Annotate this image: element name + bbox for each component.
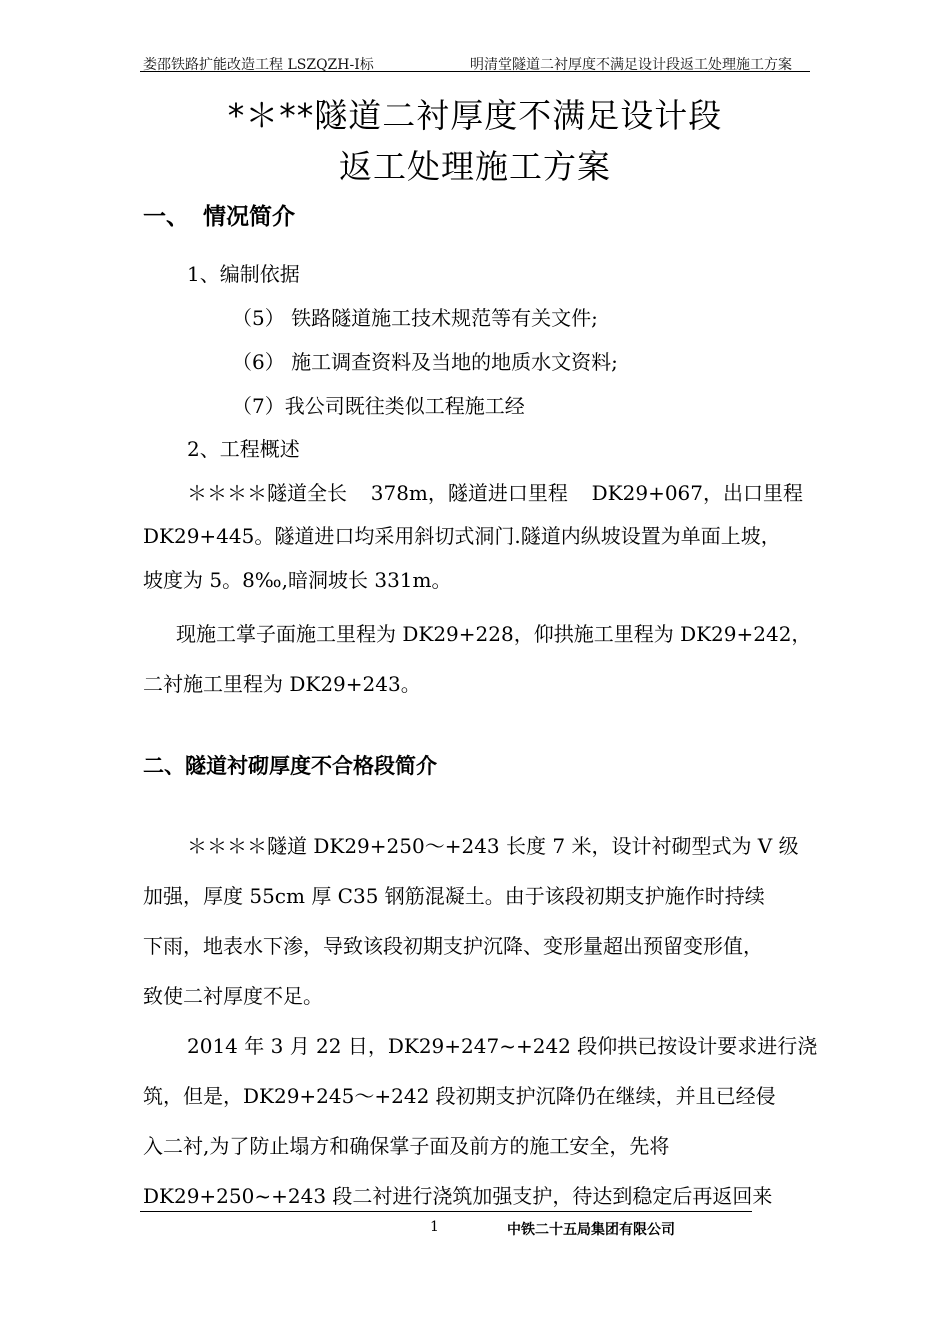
header-left: 娄邵铁路扩能改造工程 LSZQZH-Ⅰ标 (143, 57, 374, 73)
basis-item-7: （7）我公司既往类似工程施工经 (232, 394, 525, 418)
para2-line-2: 筑，但是，DK29+245～+242 段初期支护沉降仍在继续，并且已经侵 (143, 1084, 776, 1108)
header-right: 明清堂隧道二衬厚度不满足设计段返工处理施工方案 (470, 57, 792, 73)
para1-line-3: 下雨，地表水下渗，导致该段初期支护沉降、变形量超出预留变形值， (143, 934, 763, 958)
footer-rule (140, 1211, 752, 1212)
subheading-overview: 2、工程概述 (187, 437, 300, 461)
header-rule (140, 71, 810, 72)
document-title-line2: 返工处理施工方案 (339, 147, 611, 186)
section2-heading: 二、隧道衬砌厚度不合格段简介 (143, 754, 437, 778)
current-progress-line-1: 现施工掌子面施工里程为 DK29+228，仰拱施工里程为 DK29+242， (176, 622, 812, 646)
basis-item-6: （6） 施工调查资料及当地的地质水文资料; (232, 350, 618, 374)
overview-line-2: DK29+445。隧道进口均采用斜切式洞门.隧道内纵坡设置为单面上坡， (143, 524, 781, 548)
current-progress-line-2: 二衬施工里程为 DK29+243。 (143, 672, 421, 696)
para2-line-1: 2014 年 3 月 22 日，DK29+247~+242 段仰拱已按设计要求进行浇 (187, 1034, 818, 1058)
overview-line-3: 坡度为 5。8‰,暗洞坡长 331m。 (143, 568, 452, 592)
overview-line-1-part-c: DK29+067，出口里程 (591, 481, 803, 505)
para1-line-1: ＊＊＊＊隧道 DK29+250～+243 长度 7 米，设计衬砌型式为 V 级 (187, 834, 799, 858)
subheading-basis: 1、编制依据 (187, 262, 300, 286)
overview-line-1-part-b: 378m，隧道进口里程 (370, 481, 568, 505)
basis-item-5: （5） 铁路隧道施工技术规范等有关文件; (232, 306, 598, 330)
document-title-line1: *＊**隧道二衬厚度不满足设计段 (227, 96, 723, 135)
para1-line-4: 致使二衬厚度不足。 (143, 984, 323, 1008)
section1-heading: 情况简介 (203, 204, 295, 230)
para2-line-4: DK29+250~+243 段二衬进行浇筑加强支护，待达到稳定后再返回来 (143, 1184, 773, 1208)
overview-line-1-part-a: ＊＊＊＊隧道全长 (187, 481, 347, 505)
footer-company: 中铁二十五局集团有限公司 (507, 1222, 675, 1238)
para1-line-2: 加强，厚度 55cm 厚 C35 钢筋混凝土。由于该段初期支护施作时持续 (143, 884, 765, 908)
overview-line-1 (187, 477, 803, 506)
page-number: 1 (430, 1219, 439, 1235)
para2-line-3: 入二衬,为了防止塌方和确保掌子面及前方的施工安全，先将 (143, 1134, 670, 1158)
section1-heading-number: 一、 (143, 204, 189, 230)
